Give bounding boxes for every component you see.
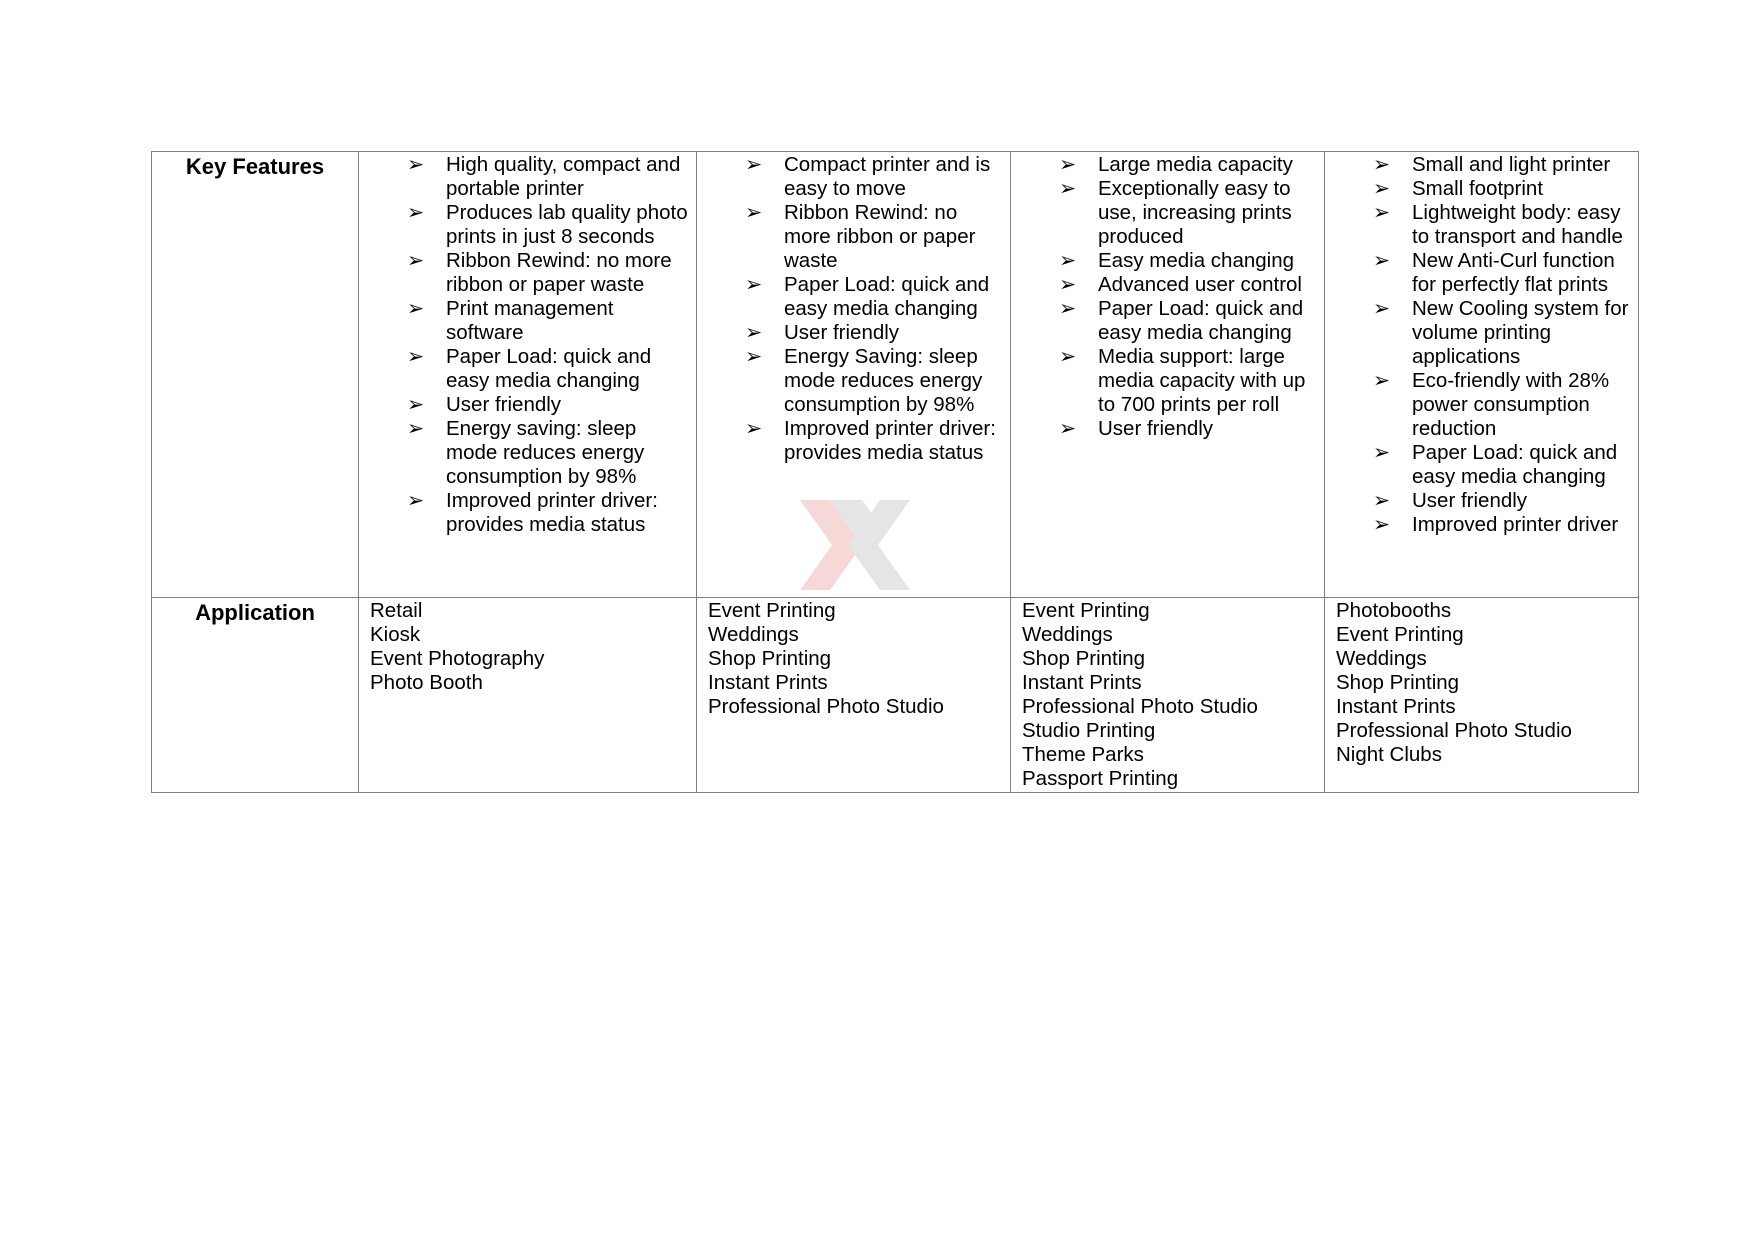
feature-item bbox=[1325, 513, 1632, 537]
arrowhead-bullet-icon: ➢ bbox=[745, 153, 763, 176]
feature-item bbox=[1325, 489, 1632, 513]
features-cell-1 bbox=[359, 152, 697, 598]
feature-list-2 bbox=[697, 152, 1010, 465]
feature-text: Paper Load: quick and easy media changing bbox=[784, 273, 990, 320]
feature-item bbox=[1325, 369, 1632, 441]
feature-list-4 bbox=[1325, 152, 1638, 537]
application-item: Professional Photo Studio bbox=[1022, 695, 1258, 718]
arrowhead-bullet-icon: ➢ bbox=[1059, 417, 1077, 440]
feature-text: User friendly bbox=[784, 321, 900, 344]
arrowhead-bullet-icon: ➢ bbox=[1059, 249, 1077, 272]
application-item: Shop Printing bbox=[1336, 671, 1460, 694]
applications-cell-2 bbox=[697, 598, 1011, 793]
feature-text: Ribbon Rewind: no more ribbon or paper waste bbox=[784, 201, 976, 272]
arrowhead-bullet-icon: ➢ bbox=[1373, 441, 1391, 464]
feature-item bbox=[1011, 417, 1318, 441]
feature-item bbox=[359, 297, 690, 345]
arrowhead-bullet-icon: ➢ bbox=[1373, 489, 1391, 512]
application-item: Weddings bbox=[708, 623, 799, 646]
printer-comparison-table bbox=[151, 151, 1639, 793]
applications-cell-3 bbox=[1011, 598, 1325, 793]
application-item: Theme Parks bbox=[1022, 743, 1144, 766]
application-item: Professional Photo Studio bbox=[708, 695, 944, 718]
feature-text: Compact printer and is easy to move bbox=[784, 153, 991, 200]
feature-item bbox=[359, 393, 690, 417]
feature-item bbox=[697, 345, 1004, 417]
key-features-label-cell bbox=[152, 152, 359, 598]
feature-text: User friendly bbox=[446, 393, 562, 416]
feature-item bbox=[359, 417, 690, 489]
arrowhead-bullet-icon: ➢ bbox=[407, 153, 425, 176]
feature-item bbox=[697, 321, 1004, 345]
feature-item bbox=[1325, 441, 1632, 489]
feature-item bbox=[359, 489, 690, 537]
application-item: Kiosk bbox=[370, 623, 421, 646]
arrowhead-bullet-icon: ➢ bbox=[745, 417, 763, 440]
features-cell-3 bbox=[1011, 152, 1325, 598]
arrowhead-bullet-icon: ➢ bbox=[1373, 513, 1391, 536]
feature-item bbox=[359, 201, 690, 249]
feature-text: User friendly bbox=[1412, 489, 1528, 512]
feature-item bbox=[359, 249, 690, 297]
application-item: Instant Prints bbox=[708, 671, 828, 694]
application-item: Event Printing bbox=[708, 599, 836, 622]
feature-list-1 bbox=[359, 152, 696, 537]
feature-item bbox=[697, 201, 1004, 273]
feature-item bbox=[1011, 249, 1318, 273]
feature-item bbox=[359, 153, 690, 201]
application-list-1 bbox=[359, 598, 696, 695]
application-item: Photobooths bbox=[1336, 599, 1452, 622]
arrowhead-bullet-icon: ➢ bbox=[407, 417, 425, 440]
application-item: Weddings bbox=[1022, 623, 1113, 646]
application-item: Professional Photo Studio bbox=[1336, 719, 1572, 742]
applications-cell-4 bbox=[1325, 598, 1639, 793]
feature-item bbox=[1325, 297, 1632, 369]
feature-item bbox=[1325, 177, 1632, 201]
arrowhead-bullet-icon: ➢ bbox=[745, 273, 763, 296]
arrowhead-bullet-icon: ➢ bbox=[407, 297, 425, 320]
arrowhead-bullet-icon: ➢ bbox=[407, 393, 425, 416]
arrowhead-bullet-icon: ➢ bbox=[1373, 249, 1391, 272]
feature-text: Improved printer driver: provides media status bbox=[446, 489, 658, 536]
feature-item bbox=[1011, 177, 1318, 249]
feature-item bbox=[697, 153, 1004, 201]
feature-text: Paper Load: quick and easy media changing bbox=[1098, 297, 1304, 344]
feature-list-3 bbox=[1011, 152, 1324, 441]
feature-text: High quality, compact and portable printer bbox=[446, 153, 681, 200]
arrowhead-bullet-icon: ➢ bbox=[407, 249, 425, 272]
x-logo-watermark-icon bbox=[800, 500, 910, 590]
feature-text: Energy saving: sleep mode reduces energy consumption by 98% bbox=[446, 417, 645, 488]
arrowhead-bullet-icon: ➢ bbox=[745, 321, 763, 344]
feature-text: Ribbon Rewind: no more ribbon or paper waste bbox=[446, 249, 672, 296]
arrowhead-bullet-icon: ➢ bbox=[1059, 153, 1077, 176]
arrowhead-bullet-icon: ➢ bbox=[1059, 345, 1077, 368]
feature-text: Print management software bbox=[446, 297, 614, 344]
arrowhead-bullet-icon: ➢ bbox=[407, 345, 425, 368]
application-item: Weddings bbox=[1336, 647, 1427, 670]
feature-text: User friendly bbox=[1098, 417, 1214, 440]
application-item: Passport Printing bbox=[1022, 767, 1179, 790]
feature-item bbox=[1011, 153, 1318, 177]
application-item: Event Printing bbox=[1022, 599, 1150, 622]
feature-item bbox=[1011, 297, 1318, 345]
feature-item bbox=[1011, 345, 1318, 417]
feature-item bbox=[697, 417, 1004, 465]
feature-text: New Anti-Curl function for perfectly flat prints bbox=[1412, 249, 1615, 296]
feature-text: Small and light printer bbox=[1412, 153, 1611, 176]
arrowhead-bullet-icon: ➢ bbox=[407, 489, 425, 512]
application-item: Shop Printing bbox=[708, 647, 832, 670]
application-row bbox=[152, 598, 1639, 793]
feature-text: Eco-friendly with 28% power consumption reduction bbox=[1412, 369, 1610, 440]
feature-text: Small footprint bbox=[1412, 177, 1544, 200]
feature-text: Produces lab quality photo prints in just 8 seconds bbox=[446, 201, 688, 248]
arrowhead-bullet-icon: ➢ bbox=[1373, 177, 1391, 200]
arrowhead-bullet-icon: ➢ bbox=[1373, 201, 1391, 224]
arrowhead-bullet-icon: ➢ bbox=[1373, 297, 1391, 320]
feature-text: Improved printer driver bbox=[1412, 513, 1619, 536]
application-item: Event Photography bbox=[370, 647, 545, 670]
feature-item bbox=[1325, 249, 1632, 297]
feature-text: Improved printer driver: provides media status bbox=[784, 417, 996, 464]
feature-item bbox=[697, 273, 1004, 321]
feature-text: Paper Load: quick and easy media changing bbox=[1412, 441, 1618, 488]
feature-text: Easy media changing bbox=[1098, 249, 1295, 272]
application-label: Application bbox=[195, 600, 315, 625]
feature-text: Media support: large media capacity with up to 700 prints per roll bbox=[1098, 345, 1306, 416]
arrowhead-bullet-icon: ➢ bbox=[407, 201, 425, 224]
application-item: Shop Printing bbox=[1022, 647, 1146, 670]
key-features-label: Key Features bbox=[185, 154, 325, 179]
application-item: Event Printing bbox=[1336, 623, 1464, 646]
feature-text: Large media capacity bbox=[1098, 153, 1293, 176]
application-item: Photo Booth bbox=[370, 671, 483, 694]
arrowhead-bullet-icon: ➢ bbox=[1373, 369, 1391, 392]
feature-item bbox=[359, 345, 690, 393]
arrowhead-bullet-icon: ➢ bbox=[745, 345, 763, 368]
feature-text: Energy Saving: sleep mode reduces energy consumption by 98% bbox=[784, 345, 983, 416]
feature-item bbox=[1011, 273, 1318, 297]
application-item: Studio Printing bbox=[1022, 719, 1156, 742]
application-item: Instant Prints bbox=[1336, 695, 1456, 718]
arrowhead-bullet-icon: ➢ bbox=[1059, 273, 1077, 296]
features-cell-4 bbox=[1325, 152, 1639, 598]
feature-item bbox=[1325, 153, 1632, 177]
arrowhead-bullet-icon: ➢ bbox=[1059, 177, 1077, 200]
feature-text: Paper Load: quick and easy media changing bbox=[446, 345, 652, 392]
arrowhead-bullet-icon: ➢ bbox=[745, 201, 763, 224]
feature-text: New Cooling system for volume printing applications bbox=[1412, 297, 1629, 368]
application-label-cell bbox=[152, 598, 359, 793]
application-list-4 bbox=[1325, 598, 1638, 767]
application-list-2 bbox=[697, 598, 1010, 719]
application-item: Night Clubs bbox=[1336, 743, 1442, 766]
arrowhead-bullet-icon: ➢ bbox=[1373, 153, 1391, 176]
application-item: Instant Prints bbox=[1022, 671, 1142, 694]
feature-text: Exceptionally easy to use, increasing prints produced bbox=[1098, 177, 1292, 248]
feature-text: Lightweight body: easy to transport and handle bbox=[1412, 201, 1623, 248]
application-list-3 bbox=[1011, 598, 1324, 791]
applications-cell-1 bbox=[359, 598, 697, 793]
application-item: Retail bbox=[370, 599, 423, 622]
arrowhead-bullet-icon: ➢ bbox=[1059, 297, 1077, 320]
feature-text: Advanced user control bbox=[1098, 273, 1302, 296]
feature-item bbox=[1325, 201, 1632, 249]
